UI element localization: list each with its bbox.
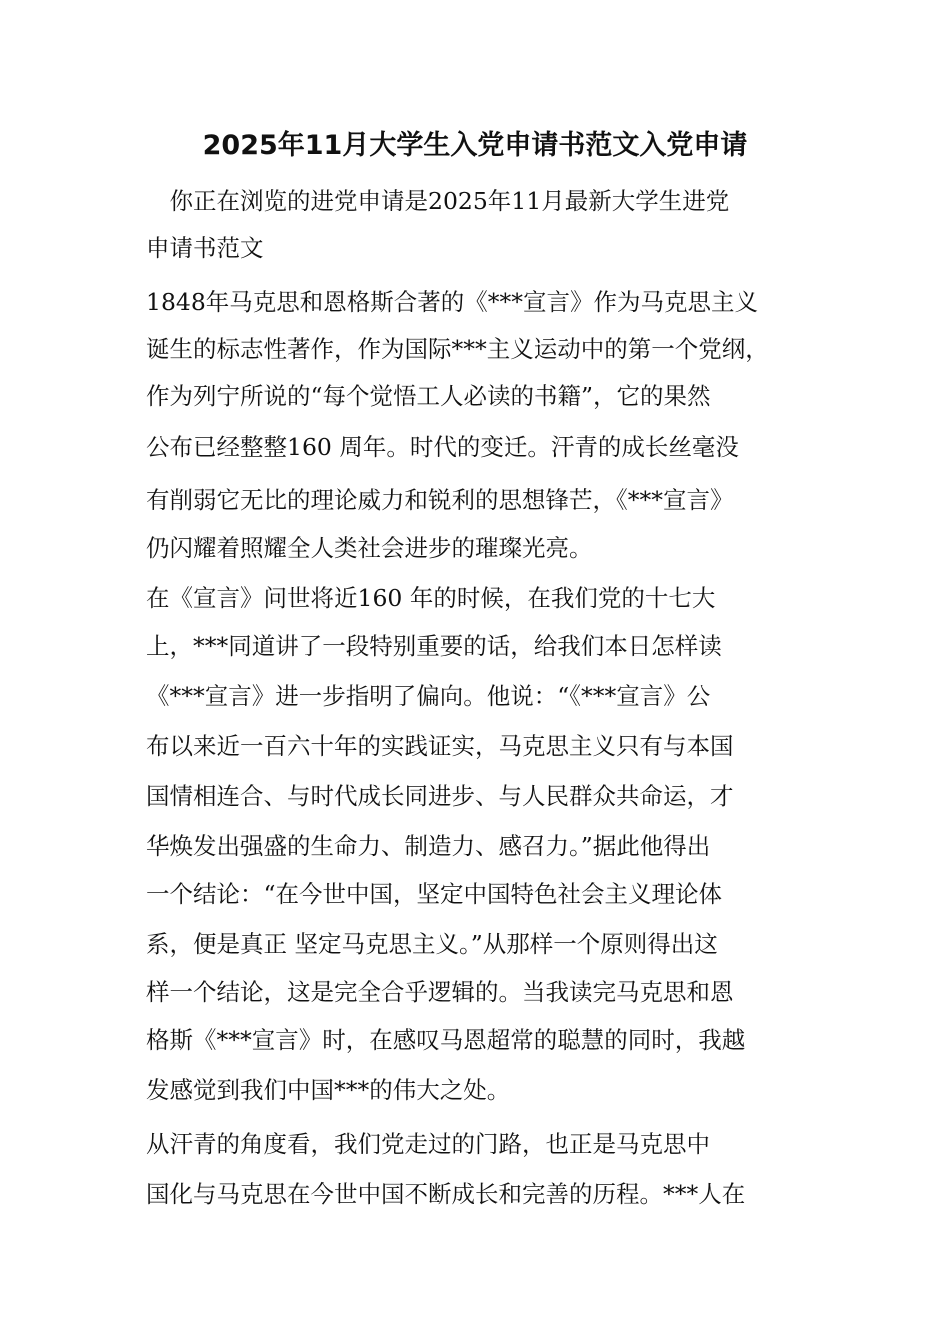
body-line-21: 国化与马克思在今世中国不断成长和完善的历程。***人在 — [146, 1180, 746, 1208]
body-line-6: 公布已经整整160 周年。时代的变迁。汗青的成长丝毫没 — [146, 433, 739, 461]
body-line-5: 作为列宁所说的“每个觉悟工人必读的书籍”，它的果然 — [146, 382, 711, 410]
body-line-3: 1848年马克思和恩格斯合著的《***宣言》作为马克思主义 — [146, 288, 759, 316]
body-line-19: 发感觉到我们中国***的伟大之处。 — [146, 1076, 511, 1104]
document-title: 2025年11月大学生入党申请书范文入党申请 — [202, 130, 748, 161]
body-line-16: 系，便是真正 坚定马克思主义。”从那样一个原则得出这 — [146, 930, 718, 958]
body-line-12: 布以来近一百六十年的实践证实，马克思主义只有与本国 — [146, 732, 734, 760]
body-line-8: 仍闪耀着照耀全人类社会进步的璀璨光亮。 — [146, 534, 593, 562]
body-line-14: 华焕发出强盛的生命力、制造力、感召力。”据此他得出 — [146, 832, 711, 860]
body-line-15: 一个结论：“在今世中国，坚定中国特色社会主义理论体 — [146, 880, 723, 908]
body-line-10: 上，***同道讲了一段特别重要的话，给我们本日怎样读 — [146, 632, 722, 660]
body-line-4: 诞生的标志性著作，作为国际***主义运动中的第一个党纲， — [146, 335, 769, 363]
body-line-1: 你正在浏览的进党申请是2025年11月最新大学生进党 — [146, 187, 730, 215]
body-line-20: 从汗青的角度看，我们党走过的门路，也正是马克思中 — [146, 1130, 710, 1158]
body-line-11: 《***宣言》进一步指明了偏向。他说：“《***宣言》公 — [146, 682, 711, 710]
body-line-18: 格斯《***宣言》时，在感叹马恩超常的聪慧的同时，我越 — [146, 1026, 746, 1054]
body-line-2: 申请书范文 — [146, 234, 264, 262]
body-line-13: 国情相连合、与时代成长同进步、与人民群众共命运，才 — [146, 782, 734, 810]
body-line-9: 在《宣言》问世将近160 年的时候，在我们党的十七大 — [146, 584, 716, 612]
body-line-17: 样一个结论，这是完全合乎逻辑的。当我读完马克思和恩 — [146, 978, 734, 1006]
body-line-7: 有削弱它无比的理论威力和锐利的思想锋芒，《***宣言》 — [146, 486, 734, 514]
